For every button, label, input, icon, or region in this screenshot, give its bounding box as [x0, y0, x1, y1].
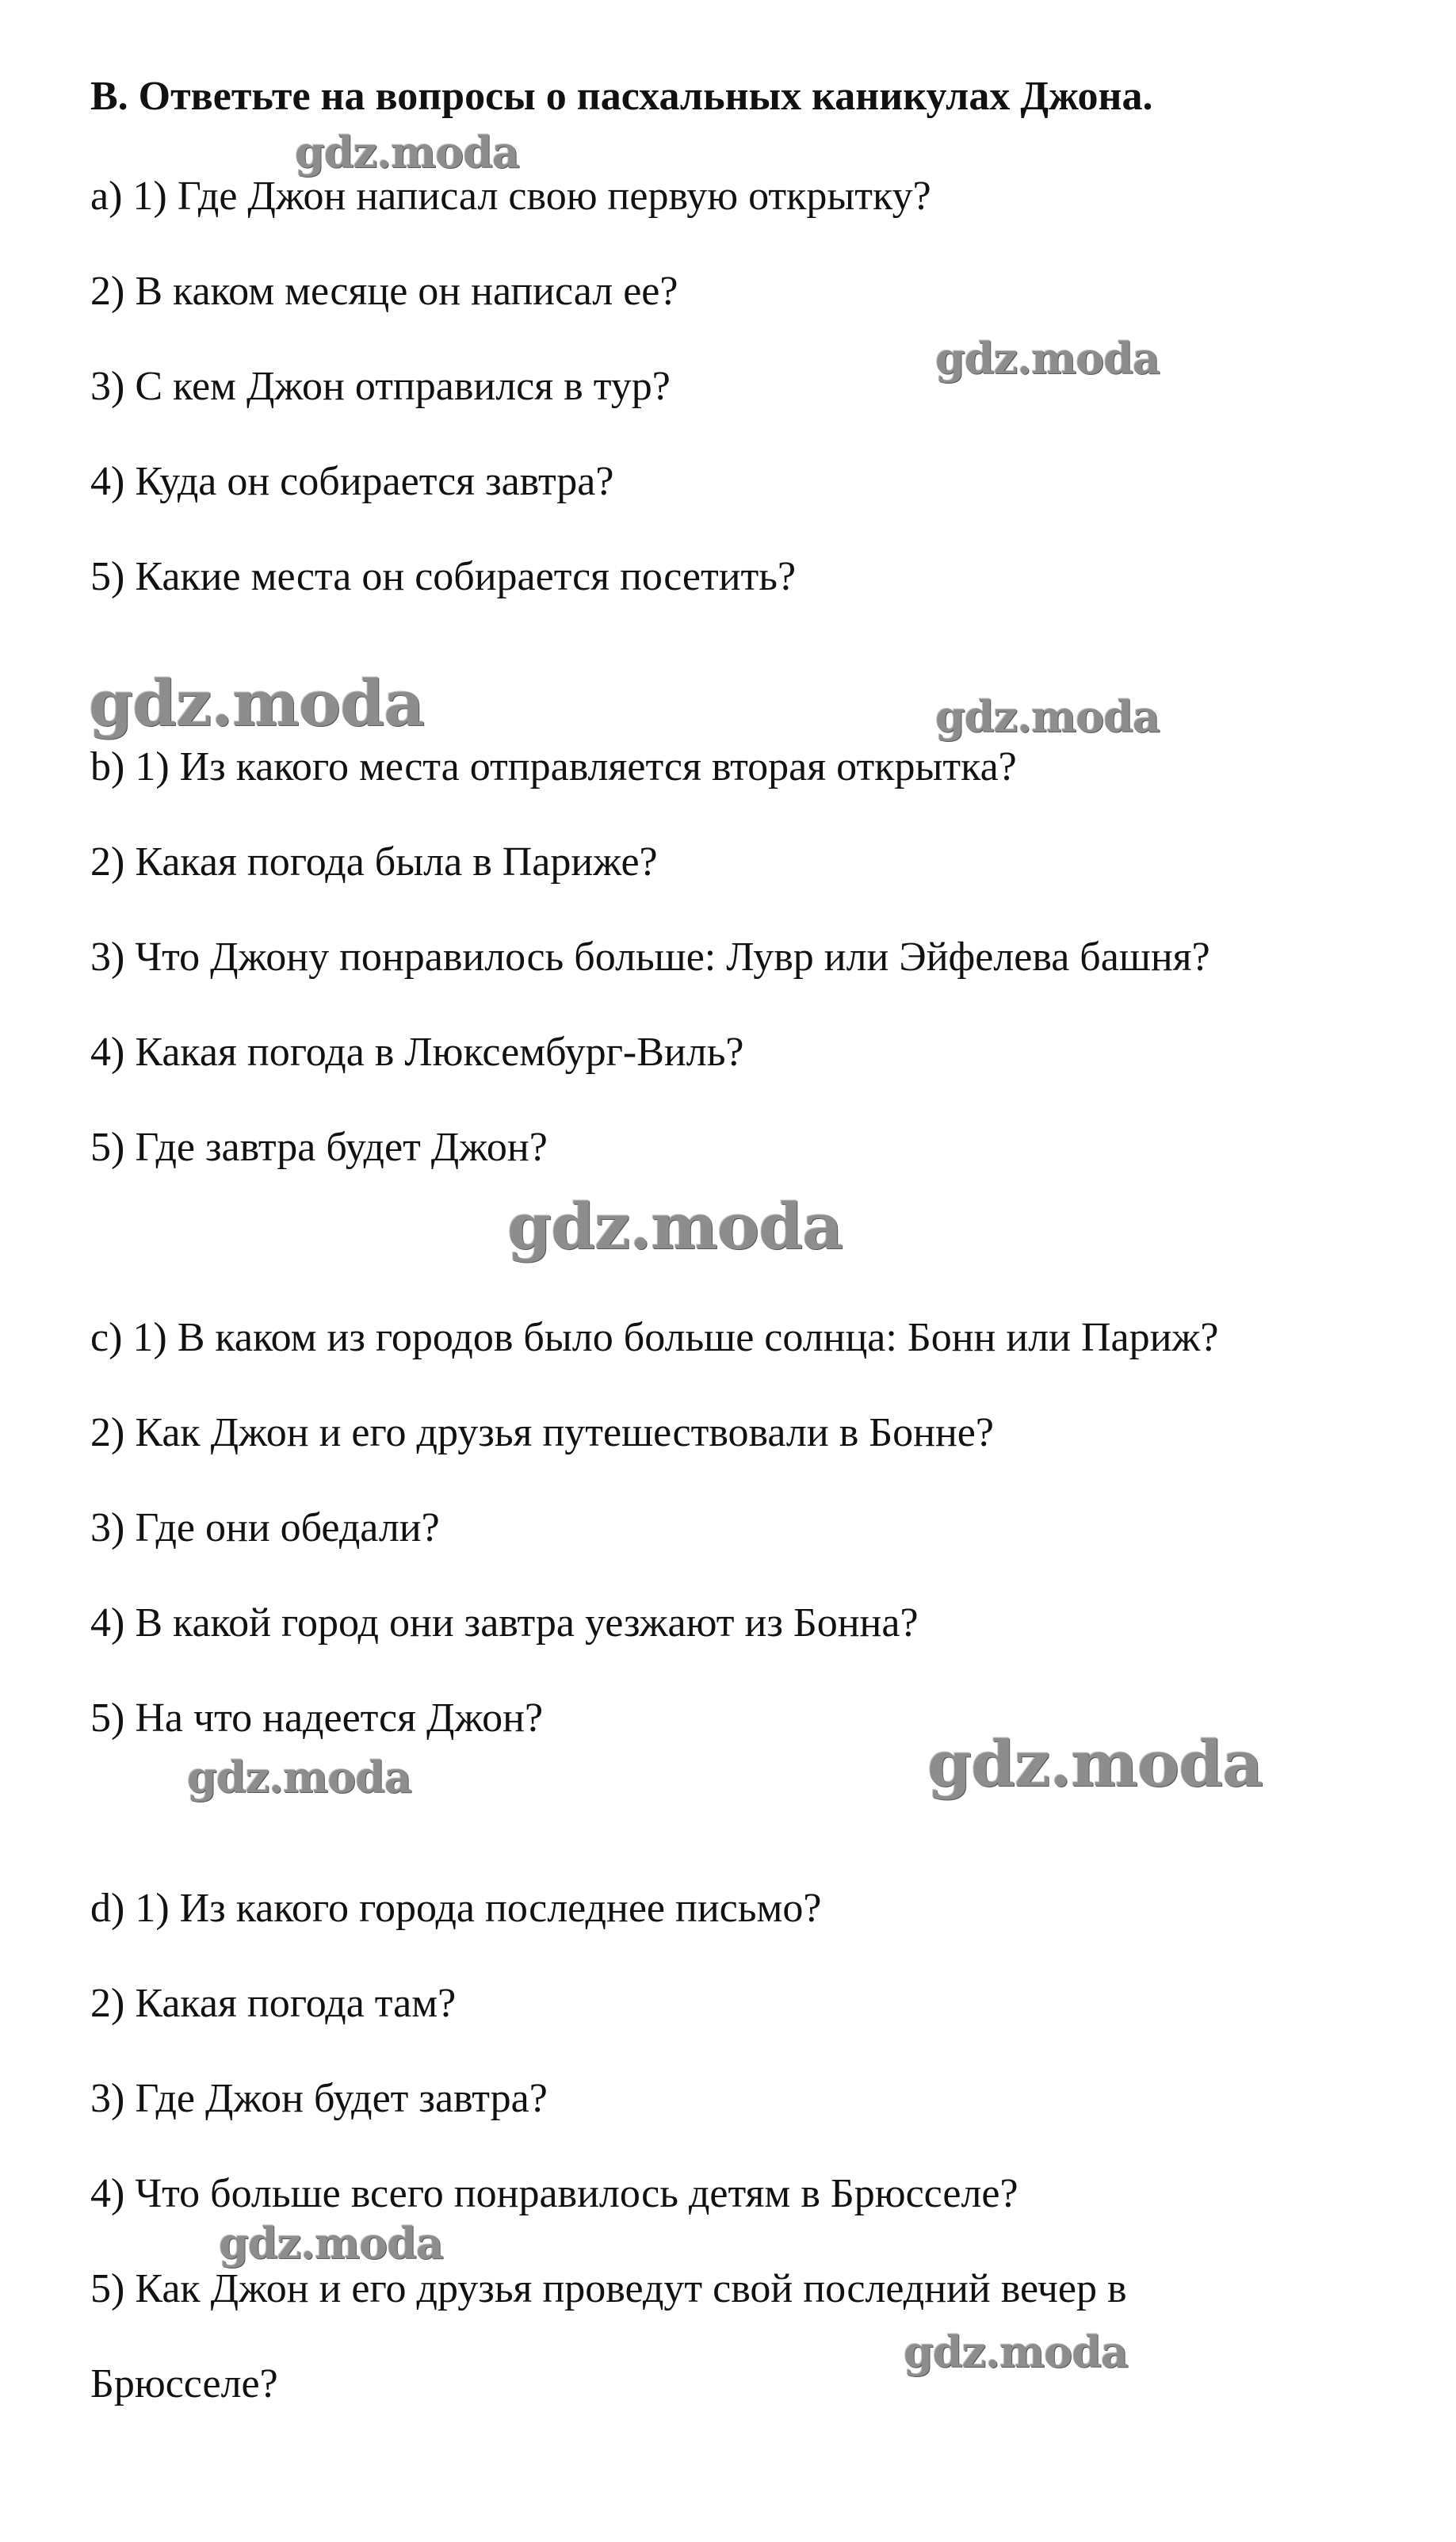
question-a-3: 3) С кем Джон отправился в тур? — [90, 364, 671, 409]
watermark: gdz.moda — [219, 2218, 443, 2269]
question-a-5: 5) Какие места он собирается посетить? — [90, 554, 797, 599]
watermark: gdz.moda — [935, 691, 1160, 742]
question-c-5: 5) На что надеется Джон? — [90, 1695, 544, 1741]
watermark: gdz.moda — [927, 1726, 1263, 1801]
question-a-1: a) 1) Где Джон написал свою первую открытку? — [90, 174, 931, 219]
watermark: gdz.moda — [904, 2326, 1128, 2377]
question-d-5: 5) Как Джон и его друзья проведут свой последний вечер в — [90, 2266, 1127, 2311]
question-b-3: 3) Что Джону понравилось больше: Лувр или Эйфелева башня? — [90, 935, 1210, 980]
watermark: gdz.moda — [935, 333, 1160, 384]
question-d-2: 2) Какая погода там? — [90, 1981, 457, 2026]
question-d-5-continued: Брюсселе? — [90, 2361, 278, 2406]
question-d-1: d) 1) Из какого города последнее письмо? — [90, 1886, 822, 1931]
question-d-3: 3) Где Джон будет завтра? — [90, 2076, 548, 2121]
question-b-5: 5) Где завтра будет Джон? — [90, 1125, 548, 1170]
question-b-1: b) 1) Из какого места отправляется вторая открытка? — [90, 744, 1017, 789]
question-a-4: 4) Куда он собирается завтра? — [90, 459, 614, 504]
watermark: gdz.moda — [507, 1189, 843, 1263]
question-c-3: 3) Где они обедали? — [90, 1505, 440, 1550]
question-c-4: 4) В какой город они завтра уезжают из Бонна? — [90, 1600, 919, 1646]
question-c-2: 2) Как Джон и его друзья путешествовали в Бонне? — [90, 1410, 994, 1455]
watermark: gdz.moda — [187, 1752, 411, 1802]
watermark: gdz.moda — [295, 127, 519, 178]
question-d-4: 4) Что больше всего понравилось детям в Брюсселе? — [90, 2171, 1018, 2216]
page-heading: B. Ответьте на вопросы о пасхальных каникулах Джона. — [90, 74, 1153, 119]
question-b-2: 2) Какая погода была в Париже? — [90, 839, 658, 885]
question-c-1: c) 1) В каком из городов было больше солнца: Бонн или Париж? — [90, 1315, 1219, 1360]
question-b-4: 4) Какая погода в Люксембург-Виль? — [90, 1030, 744, 1075]
question-a-2: 2) В каком месяце он написал ее? — [90, 269, 678, 314]
watermark: gdz.moda — [89, 666, 424, 740]
